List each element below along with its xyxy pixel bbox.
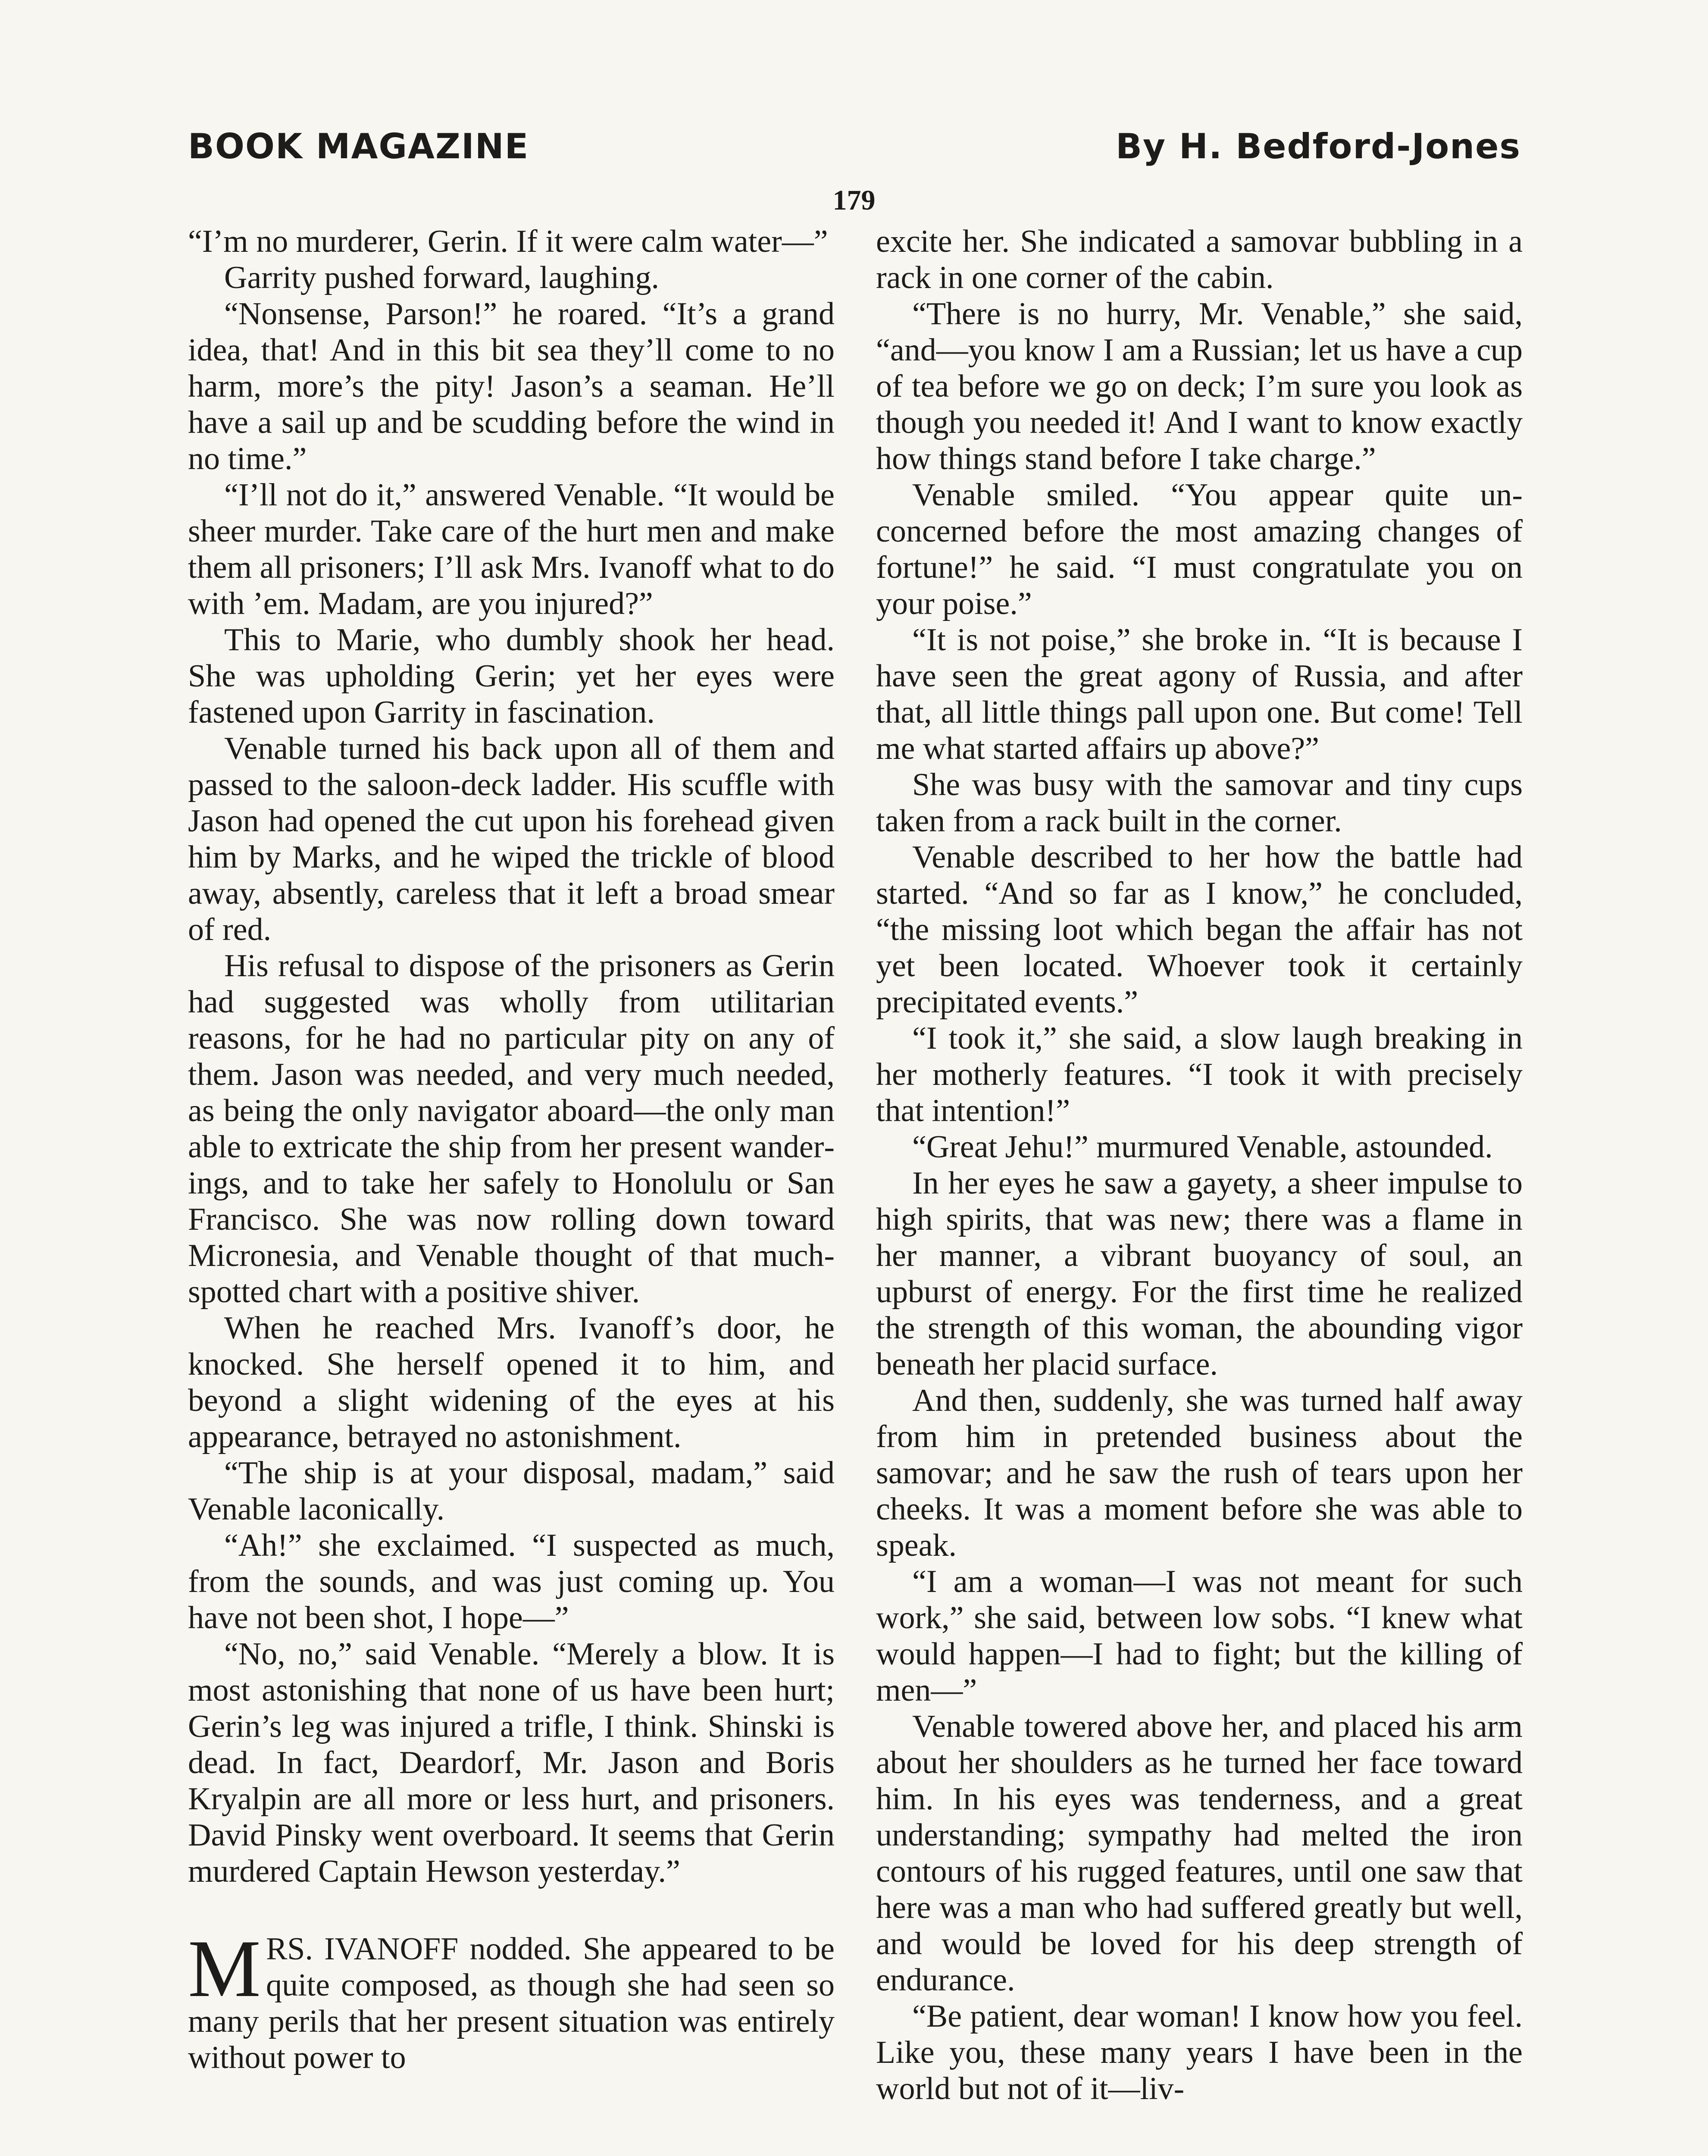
right-text-column bbox=[876, 223, 1523, 2107]
paragraph: “No, no,” said Venable. “Merely a blow. It is most astonishing that none of us have been hurt; Gerin’s leg was injured a trifle, I think. Shinski is dead. In fact, Deardorf, Mr. Jason and Boris Kryalpin are all more or less hurt, and prisoners. David Pinsky went overboard. It seems that Gerin murdered Captain Hewson yesterday.” bbox=[188, 1636, 835, 1889]
paragraph-text: RS. IVANOFF nodded. She appeared to be quite composed, as though she had seen so many perils that her present situation was entirely without power to bbox=[188, 1931, 835, 2075]
paragraph: When he reached Mrs. Ivanoff’s door, he knocked. She herself opened it to him, and beyond a slight widening of the eyes at his appearance, betrayed no astonishment. bbox=[188, 1310, 835, 1454]
paragraph: This to Marie, who dumbly shook her head. She was upholding Gerin; yet her eyes were fastened upon Garrity in fascination. bbox=[188, 622, 835, 730]
paragraph: Venable smiled. “You appear quite unconcerned before the most amazing changes of fortune!” he said. “I must congratulate you on your poise.” bbox=[876, 477, 1523, 621]
paragraph: “Great Jehu!” murmured Venable, astounded. bbox=[912, 1129, 1493, 1165]
paragraph: Venable turned his back upon all of them and passed to the saloon-deck ladder. His scuffle with Jason had opened the cut upon his forehead given him by Marks, and he wiped the trickle of blood away, absently, careless that it left a broad smear of red. bbox=[188, 731, 835, 947]
paragraph: Venable described to her how the battle had started. “And so far as I know,” he concluded, “the missing loot which began the affair has not yet been located. Whoever took it certainly precipitated events.” bbox=[876, 840, 1523, 1020]
paragraph: “Nonsense, Parson!” he roared. “It’s a grand idea, that! And in this bit sea they’ll come to no harm, more’s the pity! Jason’s a seaman. He’ll have a sail up and be scudding before the wind in no time.” bbox=[188, 296, 835, 476]
paragraph: “It is not poise,” she broke in. “It is because I have seen the great agony of Russia, and after that, all little things pall upon one. But come! Tell me what started affairs up above?” bbox=[876, 622, 1523, 766]
paragraph: Venable towered above her, and placed his arm about her shoulders as he turned her face toward him. In his eyes was tenderness, and a great understanding; sympathy had melted the iron contours of his rugged features, until one saw that here was a man who had suffered greatly but well, and would be loved for his deep strength of endurance. bbox=[876, 1709, 1523, 1998]
paragraph: “Ah!” she exclaimed. “I suspected as much, from the sounds, and was just coming up. You have not been shot, I hope—” bbox=[188, 1528, 835, 1636]
drop-cap-paragraph bbox=[188, 1924, 835, 2076]
left-text-column bbox=[188, 223, 835, 2076]
paragraph: “The ship is at your disposal, madam,” said Venable laconically. bbox=[188, 1455, 835, 1527]
page-number: 179 bbox=[832, 185, 876, 216]
paragraph: And then, suddenly, she was turned half away from him in pretended business about the samovar; and he saw the rush of tears upon her cheeks. It was a moment before she was able to speak. bbox=[876, 1383, 1523, 1563]
paragraph: She was busy with the samovar and tiny cups taken from a rack built in the corner. bbox=[876, 767, 1523, 839]
paragraph: His refusal to dispose of the prisoners as Gerin had suggested was wholly from utilitarian reasons, for he had no particular pity on any of them. Jason was needed, and very much needed, as being the only navigator aboard—the only man able to extricate the ship from her present wanderings, and to take her safely to Honolulu or San Francisco. She was now rolling down toward Micronesia, and Venable thought of that much-spotted chart with a positive shiver. bbox=[188, 948, 835, 1310]
paragraph: “I am a woman—I was not meant for such work,” she said, between low sobs. “I knew what would happen—I had to fight; but the killing of men—” bbox=[876, 1564, 1523, 1708]
section-break bbox=[188, 1890, 835, 1931]
paragraph: In her eyes he saw a gayety, a sheer impulse to high spirits, that was new; there was a flame in her manner, a vibrant buoyancy of soul, an upburst of energy. For the first time he realized the strength of this woman, the abounding vigor beneath her placid surface. bbox=[876, 1166, 1523, 1382]
paragraph: “There is no hurry, Mr. Venable,” she said, “and—you know I am a Russian; let us have a cup of tea before we go on deck; I’m sure you look as though you needed it! And I want to know exactly how things stand before I take charge.” bbox=[876, 296, 1523, 476]
paragraph: “I’m no murderer, Gerin. If it were calm water—” bbox=[188, 224, 828, 259]
paragraph: Garrity pushed forward, laughing. bbox=[224, 260, 660, 295]
paragraph: “I’ll not do it,” answered Venable. “It would be sheer murder. Take care of the hurt men and make them all prisoners; I’ll ask Mrs. Ivanoff what to do with ’em. Madam, are you injured?” bbox=[188, 477, 835, 621]
paragraph: “Be patient, dear woman! I know how you feel. Like you, these many years I have been in the world but not of it—liv- bbox=[876, 1999, 1523, 2106]
running-header-author: By H. Bedford-Jones bbox=[1116, 126, 1521, 166]
drop-cap-letter: M bbox=[188, 1924, 261, 2014]
running-header-magazine-title: BOOK MAGAZINE bbox=[188, 126, 529, 166]
paragraph: excite her. She indicated a samovar bubbling in a rack in one corner of the cabin. bbox=[876, 224, 1523, 295]
paragraph: “I took it,” she said, a slow laugh breaking in her motherly features. “I took it with precisely that intention!” bbox=[876, 1021, 1523, 1128]
